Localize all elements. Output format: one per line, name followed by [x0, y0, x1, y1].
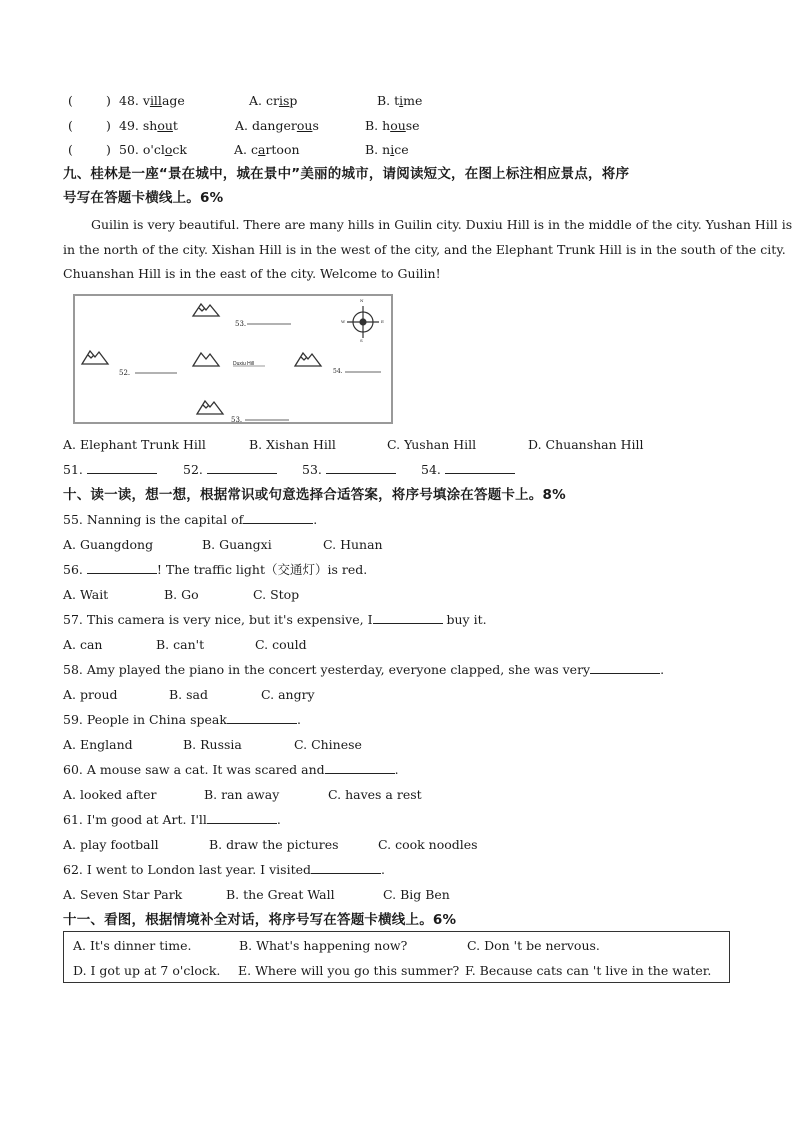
compass-s: S	[360, 338, 363, 343]
option-a-underlined: a	[257, 142, 266, 157]
word-prefix: o'cl	[142, 142, 165, 157]
question-text: 58. Amy played the piano in the concert yesterday, everyone clapped, she was very	[63, 662, 591, 677]
question-blank	[87, 562, 157, 574]
word-prefix: sh	[142, 118, 158, 133]
question-text-after: .	[394, 762, 399, 777]
compass-icon	[347, 306, 379, 338]
option-b-underlined: i	[399, 93, 404, 108]
question-60-option: B. ran away	[204, 787, 280, 802]
answer-number: 51.	[63, 462, 83, 477]
blank-line	[207, 462, 277, 474]
blank-line	[445, 462, 515, 474]
option-a-underlined: is	[278, 93, 290, 108]
question-61-option: B. draw the pictures	[209, 837, 339, 852]
question-blank	[243, 512, 313, 524]
passage-line1: Guilin is very beautiful. There are many hills in Guilin city. Duxiu Hill is in the middle of the city. Yushan Hill is	[91, 217, 793, 232]
question-text: 57. This camera is very nice, but it's expensive, I	[63, 612, 373, 627]
question-text: 59. People in China speak	[63, 712, 227, 727]
question-56-option: B. Go	[164, 587, 199, 602]
phonetic-option-b	[377, 93, 422, 109]
word-underlined: o	[164, 142, 173, 157]
option-a-prefix: A. danger	[235, 118, 297, 133]
option-b-suffix: ce	[394, 142, 409, 157]
phonetic-option-a	[234, 142, 300, 158]
section10-heading: 十、读一读，想一想，根据常识或句意选择合适答案，将序号填涂在答题卡上。8%	[63, 487, 566, 503]
map-label-top: 53.	[235, 320, 247, 328]
passage-line2: in the north of the city. Xishan Hill is in the west of the city, and the Elephant Trunk Hill is in the south of the city.	[63, 242, 786, 257]
dialogue-option-f: F. Because cats can 't live in the water.	[465, 963, 712, 978]
word-prefix: v	[142, 93, 150, 108]
question-text-after: .	[296, 712, 301, 727]
compass-w: W	[341, 319, 346, 324]
answer-paren-open: (	[68, 118, 73, 133]
option-a-prefix: A. cr	[249, 93, 279, 108]
map-option-b: B. Xishan Hill	[249, 437, 336, 452]
phonetic-word	[119, 142, 187, 158]
question-58-option: A. proud	[63, 687, 118, 702]
compass-e: E	[381, 319, 384, 324]
question-57-option: B. can't	[156, 637, 205, 652]
map-option-c: C. Yushan Hill	[387, 437, 477, 452]
passage-line3: Chuanshan Hill is in the east of the city. Welcome to Guilin!	[63, 266, 441, 281]
question-number: 49.	[119, 118, 139, 133]
hill-icon-right	[295, 353, 321, 366]
dialogue-option-c: C. Don 't be nervous.	[467, 938, 600, 953]
question-blank	[325, 762, 395, 774]
dialogue-options-box	[63, 931, 730, 983]
map-label-right: 54.	[333, 368, 343, 375]
question-61-option: C. cook noodles	[378, 837, 478, 852]
question-55-option: B. Guangxi	[202, 537, 272, 552]
question-61	[63, 812, 281, 828]
section9-heading-line1: 九、桂林是一座“景在城中，城在景中”美丽的城市，请阅读短文，在图上标注相应景点，将序	[63, 166, 630, 182]
answer-paren-close: )	[106, 142, 111, 157]
question-59-option: B. Russia	[183, 737, 242, 752]
map-label-left: 52.	[119, 369, 131, 377]
question-text: 56.	[63, 562, 87, 577]
question-62	[63, 862, 385, 878]
question-62-option: B. the Great Wall	[226, 887, 335, 902]
answer-number: 53.	[302, 462, 322, 477]
question-59-option: C. Chinese	[294, 737, 362, 752]
question-number: 50.	[119, 142, 139, 157]
question-60	[63, 762, 399, 778]
compass-n: N	[360, 298, 364, 303]
question-55-option: A. Guangdong	[63, 537, 154, 552]
guilin-map	[73, 294, 393, 424]
question-57	[63, 612, 487, 628]
blank-line	[87, 462, 157, 474]
question-59-option: A. England	[63, 737, 133, 752]
word-suffix: t	[172, 118, 178, 133]
question-text: 55. Nanning is the capital of	[63, 512, 244, 527]
hill-icon-center	[193, 353, 219, 366]
question-blank	[207, 812, 277, 824]
question-58-option: B. sad	[169, 687, 209, 702]
question-56-option: C. Stop	[253, 587, 300, 602]
question-59	[63, 712, 301, 728]
answer-paren-close: )	[106, 118, 111, 133]
answer-blank-52	[183, 462, 277, 478]
section11-heading: 十一、看图，根据情境补全对话，将序号写在答题卡横线上。6%	[63, 912, 457, 928]
answer-number: 54.	[421, 462, 441, 477]
question-58	[63, 662, 664, 678]
question-57-option: A. can	[63, 637, 103, 652]
phonetic-option-b	[365, 118, 420, 134]
word-underlined: ill	[149, 93, 162, 108]
question-60-option: C. haves a rest	[328, 787, 422, 802]
question-blank	[590, 662, 660, 674]
question-text-after: .	[276, 812, 281, 827]
dialogue-option-d: D. I got up at 7 o'clock.	[73, 963, 221, 978]
word-underlined: ou	[157, 118, 173, 133]
question-blank	[311, 862, 381, 874]
question-text-after: .	[313, 512, 318, 527]
answer-paren-close: )	[106, 93, 111, 108]
option-a-suffix: s	[312, 118, 319, 133]
answer-blank-54	[421, 462, 515, 478]
question-56	[63, 562, 367, 578]
phonetic-option-a	[249, 93, 297, 109]
option-b-suffix: me	[403, 93, 423, 108]
hill-icon-top	[193, 304, 219, 316]
section9-heading-line2: 号写在答题卡横线上。6%	[63, 190, 224, 206]
question-text-after: .	[660, 662, 665, 677]
question-text: 61. I'm good at Art. I'll	[63, 812, 207, 827]
word-suffix: age	[161, 93, 185, 108]
question-text: 62. I went to London last year. I visited	[63, 862, 311, 877]
phonetic-option-a	[235, 118, 319, 134]
answer-blank-51	[63, 462, 157, 478]
answer-paren-open: (	[68, 93, 73, 108]
question-60-option: A. looked after	[63, 787, 157, 802]
phonetic-option-b	[365, 142, 409, 158]
option-a-suffix: rtoon	[265, 142, 300, 157]
map-option-a: A. Elephant Trunk Hill	[63, 437, 206, 452]
answer-blank-53	[302, 462, 396, 478]
question-text-after: .	[381, 862, 385, 877]
option-b-prefix: B. h	[365, 118, 391, 133]
map-label-bottom: 53.	[231, 416, 243, 424]
option-b-prefix: B. t	[377, 93, 400, 108]
dialogue-option-a: A. It's dinner time.	[73, 938, 192, 953]
question-text-after: ! The traffic light（交通灯）is red.	[156, 562, 368, 577]
question-62-option: A. Seven Star Park	[63, 887, 183, 902]
option-b-underlined: i	[390, 142, 395, 157]
option-a-suffix: p	[289, 93, 298, 108]
option-b-suffix: se	[405, 118, 420, 133]
answer-number: 52.	[183, 462, 203, 477]
dialogue-option-b: B. What's happening now?	[239, 938, 408, 953]
question-58-option: C. angry	[261, 687, 315, 702]
map-option-d: D. Chuanshan Hill	[528, 437, 644, 452]
phonetic-word	[119, 118, 178, 134]
option-b-underlined: ou	[390, 118, 406, 133]
option-b-prefix: B. n	[365, 142, 391, 157]
hill-icon-bottom	[197, 401, 223, 414]
question-text: 60. A mouse saw a cat. It was scared and	[63, 762, 325, 777]
question-61-option: A. play football	[63, 837, 159, 852]
question-text-after: buy it.	[442, 612, 487, 627]
question-55-option: C. Hunan	[323, 537, 383, 552]
hill-icon-left	[82, 351, 108, 364]
question-55	[63, 512, 317, 528]
question-blank	[373, 612, 443, 624]
phonetic-word	[119, 93, 185, 109]
map-label-center: Duxiu Hill	[233, 361, 255, 367]
question-62-option: C. Big Ben	[383, 887, 450, 902]
question-56-option: A. Wait	[63, 587, 109, 602]
question-number: 48.	[119, 93, 139, 108]
answer-paren-open: (	[68, 142, 73, 157]
option-a-prefix: A. c	[234, 142, 258, 157]
option-a-underlined: ou	[296, 118, 313, 133]
question-blank	[227, 712, 297, 724]
blank-line	[326, 462, 396, 474]
question-57-option: C. could	[255, 637, 307, 652]
word-suffix: ck	[172, 142, 187, 157]
dialogue-option-e: E. Where will you go this summer?	[238, 963, 460, 978]
